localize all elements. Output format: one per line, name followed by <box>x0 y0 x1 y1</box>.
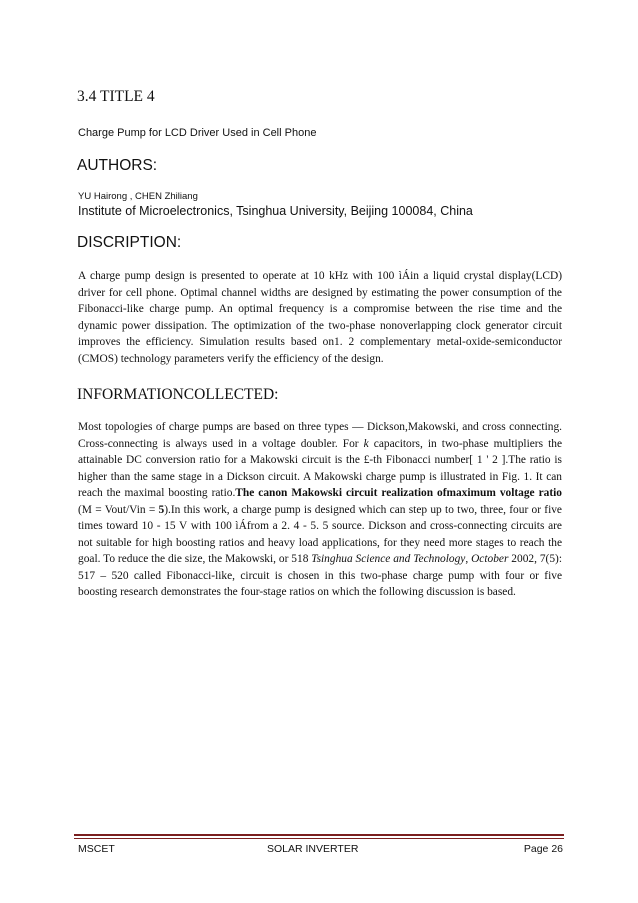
author-affiliation: Institute of Microelectronics, Tsinghua University, Beijing 100084, China <box>78 204 473 218</box>
info-text-part: ).In this work, a charge pump is designed which can step up to two, three, four or five times toward 10 - 15 V with 100 ìÁfrom a 2. 4 - 5. 5 source. Dickson and cross-connecting circuits are not suitable for high boosting ratios and heavy load applications, for they need more stages to reach the goal. To reduce the die size, the Makowski, or 518 <box>78 503 562 565</box>
section-heading: 3.4 TITLE 4 <box>77 88 155 105</box>
description-heading: DISCRIPTION: <box>77 234 182 251</box>
information-paragraph <box>78 419 562 601</box>
paper-title: Charge Pump for LCD Driver Used in Cell Phone <box>78 127 317 139</box>
info-italic-k: k <box>363 437 369 450</box>
info-text-part: , <box>465 553 472 565</box>
footer-page-number: Page 26 <box>523 843 563 855</box>
info-text-part: (M = Vout/Vin = <box>78 503 159 516</box>
footer-rule <box>74 834 564 836</box>
footer-institution: MSCET <box>78 843 115 855</box>
info-text-part: Most topologies of charge pumps are based on three types — Dickson,Makowski, and cross connecting. Cross-connecting is always used in a voltage doubler. For <box>78 421 562 450</box>
info-text-part: 2002, 7(5): 517 – 520 called Fibonacci-like, circuit is chosen in this two-phase charge pump with four or five boosting research demonstrates the four-stage ratios on which the following discussion is based. <box>78 553 562 598</box>
authors-heading: AUTHORS: <box>77 157 158 174</box>
info-italic-journal: Tsinghua Science and Technology <box>311 553 466 565</box>
author-names: YU Hairong , CHEN Zhiliang <box>78 191 198 202</box>
footer-rule-thin <box>74 838 564 839</box>
info-bold-value: 5 <box>158 503 165 516</box>
info-text-part: capacitors, in two-phase multipliers the attainable DC conversion ratio for a Makowski circuit is the £-th Fibonacci number[ 1 ' 2 ].The ratio is higher than the same stage in a Dickson circuit. A Makowski charge pump is illustrated in Fig. 1. It can reach the maximal boosting ratio. <box>78 437 563 499</box>
description-paragraph: A charge pump design is presented to operate at 10 kHz with 100 ìÁin a liquid crystal display(LCD) driver for cell phone. Optimal channel widths are designed by estimating the power consumption of the Fibonacci-like charge pump. An optimal frequency is a compromise between the rise time and the dynamic power dissipation. The optimization of the two-phase nonoverlapping clock generator circuit improves the efficiency. Simulation results based on1. 2 complementary metal-oxide-semiconductor (CMOS) technology parameters verify the efficiency of the design. <box>78 270 562 365</box>
footer-project-title: SOLAR INVERTER <box>267 843 359 855</box>
info-italic-month: October <box>471 553 509 565</box>
info-bold-phrase: The canon Makowski circuit realization ofmaximum voltage ratio <box>235 487 562 499</box>
information-heading: INFORMATIONCOLLECTED: <box>77 386 279 403</box>
